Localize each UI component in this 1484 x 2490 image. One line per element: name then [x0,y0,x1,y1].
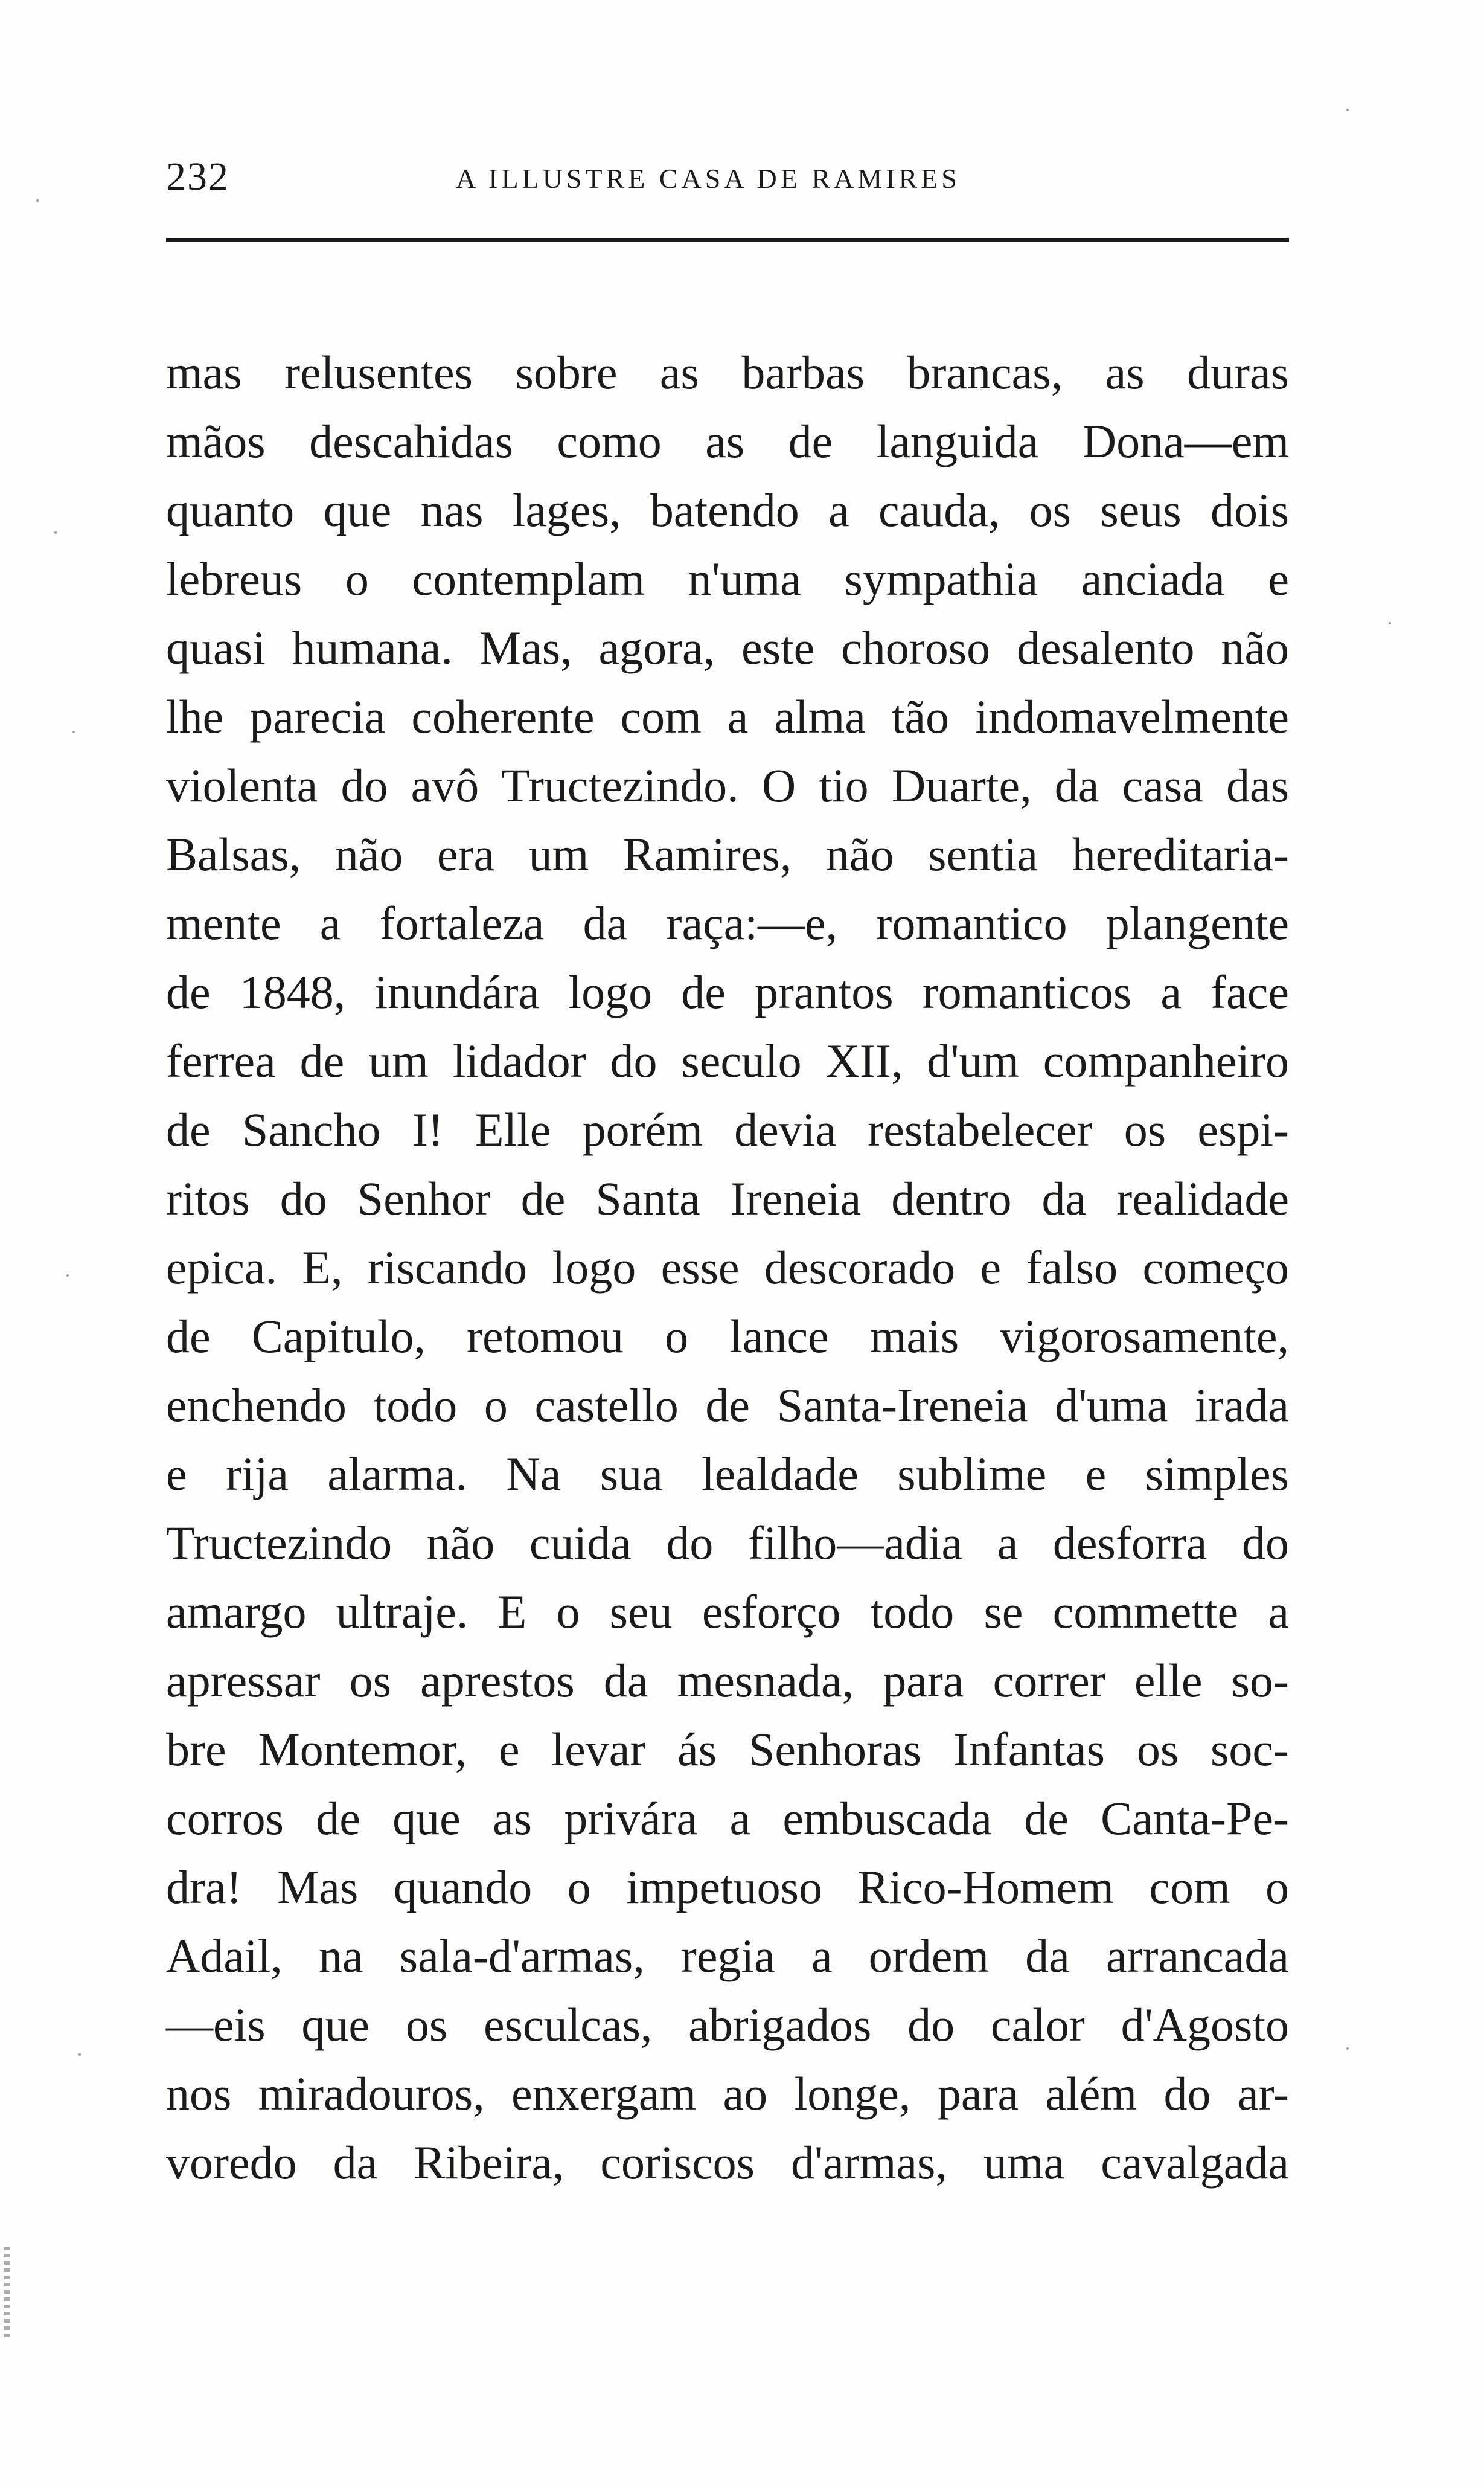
body-text [166,338,1289,2197]
text-line: bre Montemor, e levar ás Senhoras Infantas os soc- [166,1723,1289,1776]
paper-speck [1346,2047,1349,2050]
text-line: enchendo todo o castello de Santa-Ireneia d'uma irada [166,1379,1289,1431]
text-line: de Sancho I! Elle porém devia restabelecer os espi- [166,1103,1289,1156]
text-line: mãos descahidas como as de languida Dona—em [166,415,1289,467]
text-line: violenta do avô Tructezindo. O tio Duarte, da casa das [166,759,1289,812]
page-header [166,150,1289,204]
text-line: ritos do Senhor de Santa Ireneia dentro da realidade [166,1172,1289,1225]
text-line: quasi humana. Mas, agora, este choroso desalento não [166,621,1289,674]
running-title: A ILLUSTRE CASA DE RAMIRES [456,163,961,194]
text-line: nos miradouros, enxergam ao longe, para além do ar- [166,2067,1289,2120]
paper-speck [54,531,57,534]
text-line: voredo da Ribeira, coriscos d'armas, uma cavalgada [166,2136,1289,2189]
page-number: 232 [166,155,229,199]
text-line: e rija alarma. Na sua lealdade sublime e simples [166,1448,1289,1500]
paper-speck [36,199,39,202]
text-line: Balsas, não era um Ramires, não sentia hereditaria- [166,828,1289,881]
text-line: ferrea de um lidador do seculo XII, d'um companheiro [166,1035,1289,1087]
text-line: mente a fortaleza da raça:—e, romantico plangente [166,897,1289,949]
paper-speck [78,2053,81,2056]
text-line: Adail, na sala-d'armas, regia a ordem da arrancada [166,1930,1289,1982]
text-line: de 1848, inundára logo de prantos romanticos a face [166,966,1289,1018]
scan-edge-mark [4,2247,10,2337]
text-line: Tructezindo não cuida do filho—adia a desforra do [166,1516,1289,1569]
text-line: amargo ultraje. E o seu esforço todo se commette a [166,1585,1289,1638]
paper-speck [72,731,75,733]
text-line: —eis que os esculcas, abrigados do calor d'Agosto [166,1998,1289,2051]
paper-speck [66,1274,69,1277]
paper-speck [1346,109,1349,111]
text-line: mas relusentes sobre as barbas brancas, as duras [166,346,1289,399]
text-line: quanto que nas lages, batendo a cauda, os seus dois [166,484,1289,536]
text-line: lebreus o contemplam n'uma sympathia anciada e [166,553,1289,605]
header-rule [166,238,1289,242]
text-line: de Capitulo, retomou o lance mais vigorosamente, [166,1310,1289,1362]
text-line: dra! Mas quando o impetuoso Rico-Homem com o [166,1861,1289,1913]
text-line: corros de que as privára a embuscada de Canta-Pe- [166,1792,1289,1844]
text-line: apressar os aprestos da mesnada, para correr elle so- [166,1654,1289,1707]
paper-speck [1389,622,1391,624]
text-line: lhe parecia coherente com a alma tão indomavelmente [166,690,1289,743]
text-line: epica. E, riscando logo esse descorado e falso começo [166,1241,1289,1294]
